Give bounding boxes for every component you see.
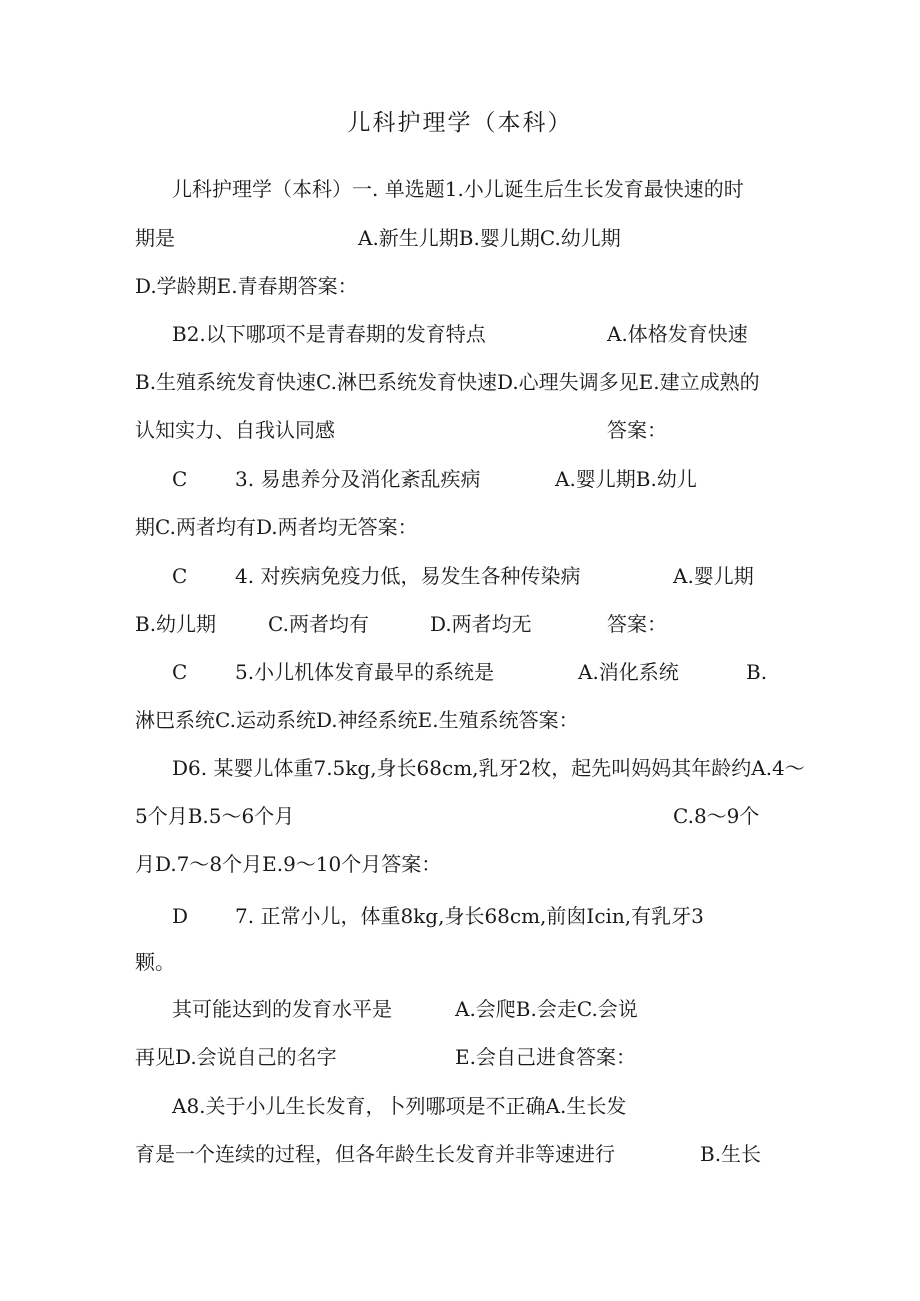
text-line: 月D.7〜8个月E.9〜10个月答案： bbox=[135, 852, 442, 876]
text-line: A.新生儿期B.婴儿期C.幼儿期 bbox=[358, 226, 621, 250]
text-line: 期C.两者均有D.两者均无答案： bbox=[135, 515, 418, 539]
text-line: 儿科护理学（本科）一. 单选题1.小儿诞生后生长发育最快速的时 bbox=[172, 177, 744, 201]
text-line: B2.以下哪项不是青春期的发育特点 bbox=[172, 322, 486, 346]
text-line: 答案： bbox=[607, 612, 667, 636]
text-line: 其可能达到的发育水平是 bbox=[172, 997, 392, 1021]
text-line: C.两者均有 bbox=[268, 612, 369, 636]
text-line: B.生殖系统发育快速C.淋巴系统发育快速D.心理失调多见E.建立成熟的 bbox=[135, 370, 760, 394]
text-line: 3. 易患养分及消化紊乱疾病 bbox=[235, 467, 481, 491]
text-line: C bbox=[172, 467, 188, 491]
text-line: 期是 bbox=[135, 226, 175, 250]
text-line: E.会自己进食答案： bbox=[455, 1045, 636, 1069]
text-line: 5.小儿机体发育最早的系统是 bbox=[235, 660, 495, 684]
text-line: 7. 正常小儿，体重8kg,身长68cm,前囱Icin,有乳牙3 bbox=[235, 904, 704, 928]
text-line: D6. 某婴儿体重7.5kg,身长68cm,乳牙2枚，起先叫妈妈其年龄约A.4〜 bbox=[172, 756, 805, 780]
text-line: B. bbox=[746, 660, 768, 684]
text-line: 再见D.会说自己的名字 bbox=[135, 1045, 337, 1069]
text-line: A8.关于小儿生长发育，卜列哪项是不正确A.生长发 bbox=[172, 1094, 627, 1118]
text-line: B.幼儿期 bbox=[135, 612, 217, 636]
text-line: 5个月B.5〜6个月 bbox=[135, 804, 295, 828]
text-line: A.会爬B.会走C.会说 bbox=[455, 997, 638, 1021]
text-line: A.消化系统 bbox=[578, 660, 679, 684]
text-line: D.两者均无 bbox=[430, 612, 532, 636]
text-line: A.婴儿期 bbox=[673, 564, 754, 588]
text-line: C.8〜9个 bbox=[673, 804, 760, 828]
text-line: C bbox=[172, 564, 188, 588]
text-line: A.婴儿期B.幼儿 bbox=[555, 467, 697, 491]
text-line: A.体格发育快速 bbox=[607, 322, 748, 346]
text-line: B.生长 bbox=[700, 1142, 762, 1166]
text-line: 4. 对疾病免疫力低，易发生各种传染病 bbox=[235, 564, 581, 588]
text-line: 颗。 bbox=[135, 950, 175, 974]
document-title: 儿科护理学（本科） bbox=[347, 110, 573, 136]
text-line: 答案： bbox=[607, 418, 667, 442]
text-line: 淋巴系统C.运动系统D.神经系统E.生殖系统答案： bbox=[135, 708, 579, 732]
text-line: 认知实力、自我认同感 bbox=[135, 418, 335, 442]
text-line: D.学龄期E.青春期答案： bbox=[135, 274, 358, 298]
text-line: 育是一个连续的过程，但各年龄生长发育并非等速进行 bbox=[135, 1142, 615, 1166]
text-line: D bbox=[172, 904, 189, 928]
text-line: C bbox=[172, 660, 188, 684]
